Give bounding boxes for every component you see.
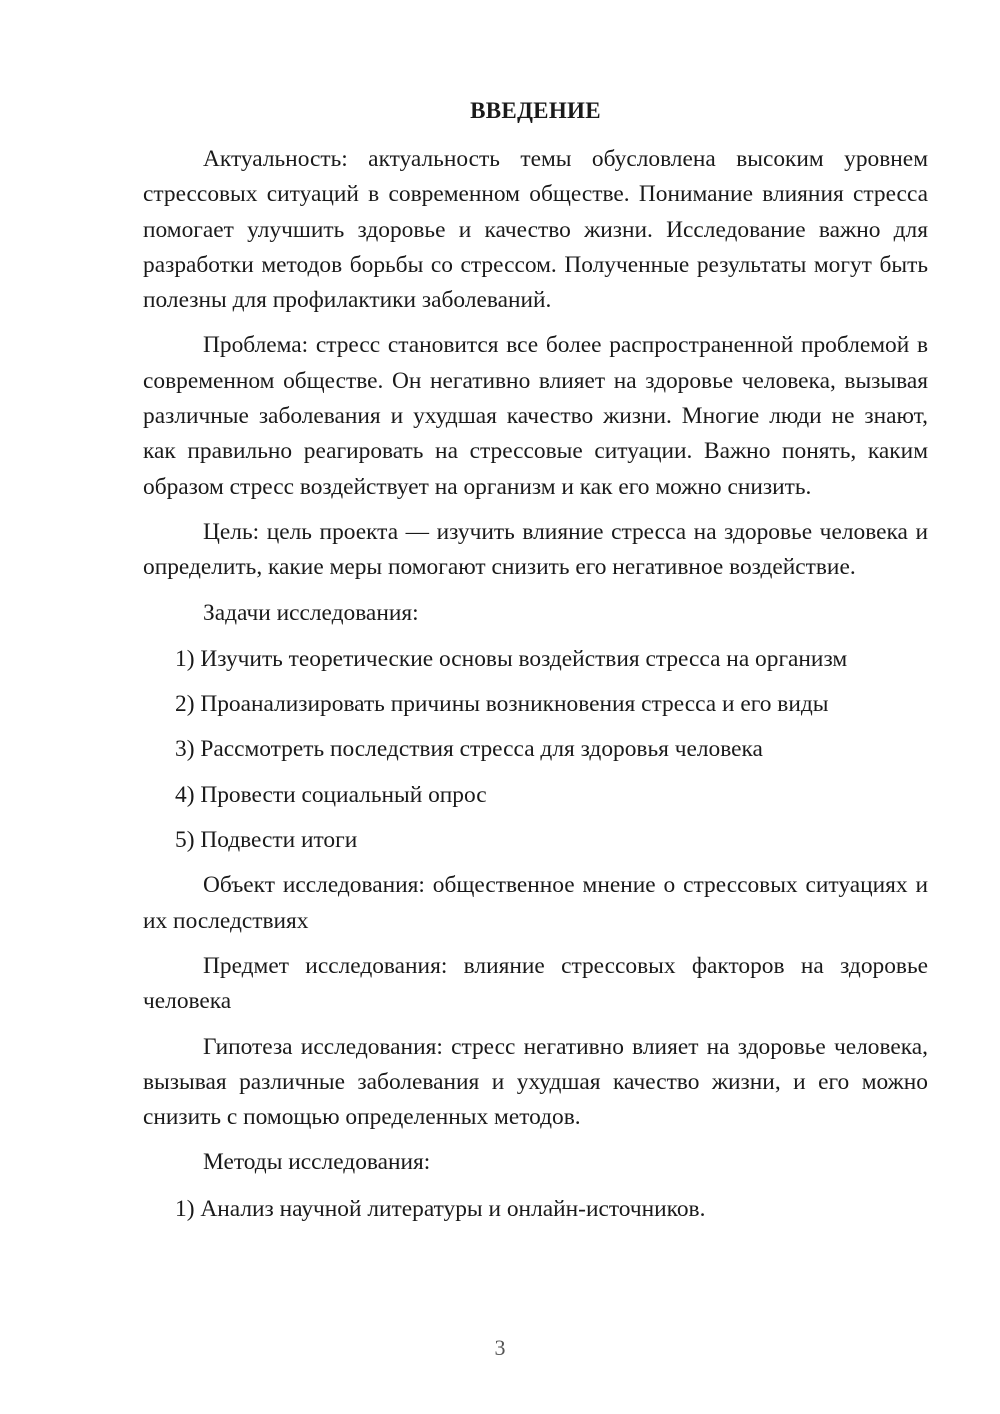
document-body <box>143 142 928 1227</box>
task-item-4: 4) Провести социальный опрос <box>175 781 487 808</box>
object-paragraph: Объект исследования: общественное мнение о стрессовых ситуациях и их последствиях <box>143 872 928 934</box>
page-number: 3 <box>494 1335 506 1360</box>
hypothesis-paragraph: Гипотеза исследования: стресс негативно влияет на здоровье человека, вызывая различные заболевания и ухудшая качество жизни, и его можно снизить с помощью определенных методов. <box>143 1033 928 1131</box>
relevance-paragraph: Актуальность: актуальность темы обусловлена высоким уровнем стрессовых ситуаций в современном обществе. Понимание влияния стресса помогает улучшить здоровье и качество жизни. Исследование важно для разработки методов борьбы со стрессом. Полученные результаты могут быть полезны для профилактики заболеваний. <box>143 146 928 314</box>
task-item-1: 1) Изучить теоретические основы воздействия стресса на организм <box>175 645 848 672</box>
page-heading: ВВЕДЕНИЕ <box>470 98 601 123</box>
problem-paragraph: Проблема: стресс становится все более распространенной проблемой в современном обществе. Он негативно влияет на здоровье человека, вызывая различные заболевания и ухудшая качество жизни. Многие люди не знают, как правильно реагировать на стрессовые ситуации. Важно понять, каким образом стресс воздействует на организм и как его можно снизить. <box>143 332 928 500</box>
subject-paragraph: Предмет исследования: влияние стрессовых факторов на здоровье человека <box>143 952 928 1015</box>
methods-title: Методы исследования: <box>203 1149 431 1176</box>
goal-paragraph: Цель: цель проекта — изучить влияние стресса на здоровье человека и определить, какие меры помогают снизить его негативное воздействие. <box>143 518 928 581</box>
tasks-title: Задачи исследования: <box>203 599 419 626</box>
method-item-1: 1) Анализ научной литературы и онлайн-источников. <box>175 1195 706 1222</box>
task-item-3: 3) Рассмотреть последствия стресса для здоровья человека <box>175 736 763 763</box>
task-item-5: 5) Подвести итоги <box>175 827 358 854</box>
task-item-2: 2) Проанализировать причины возникновения стресса и его виды <box>175 691 829 718</box>
